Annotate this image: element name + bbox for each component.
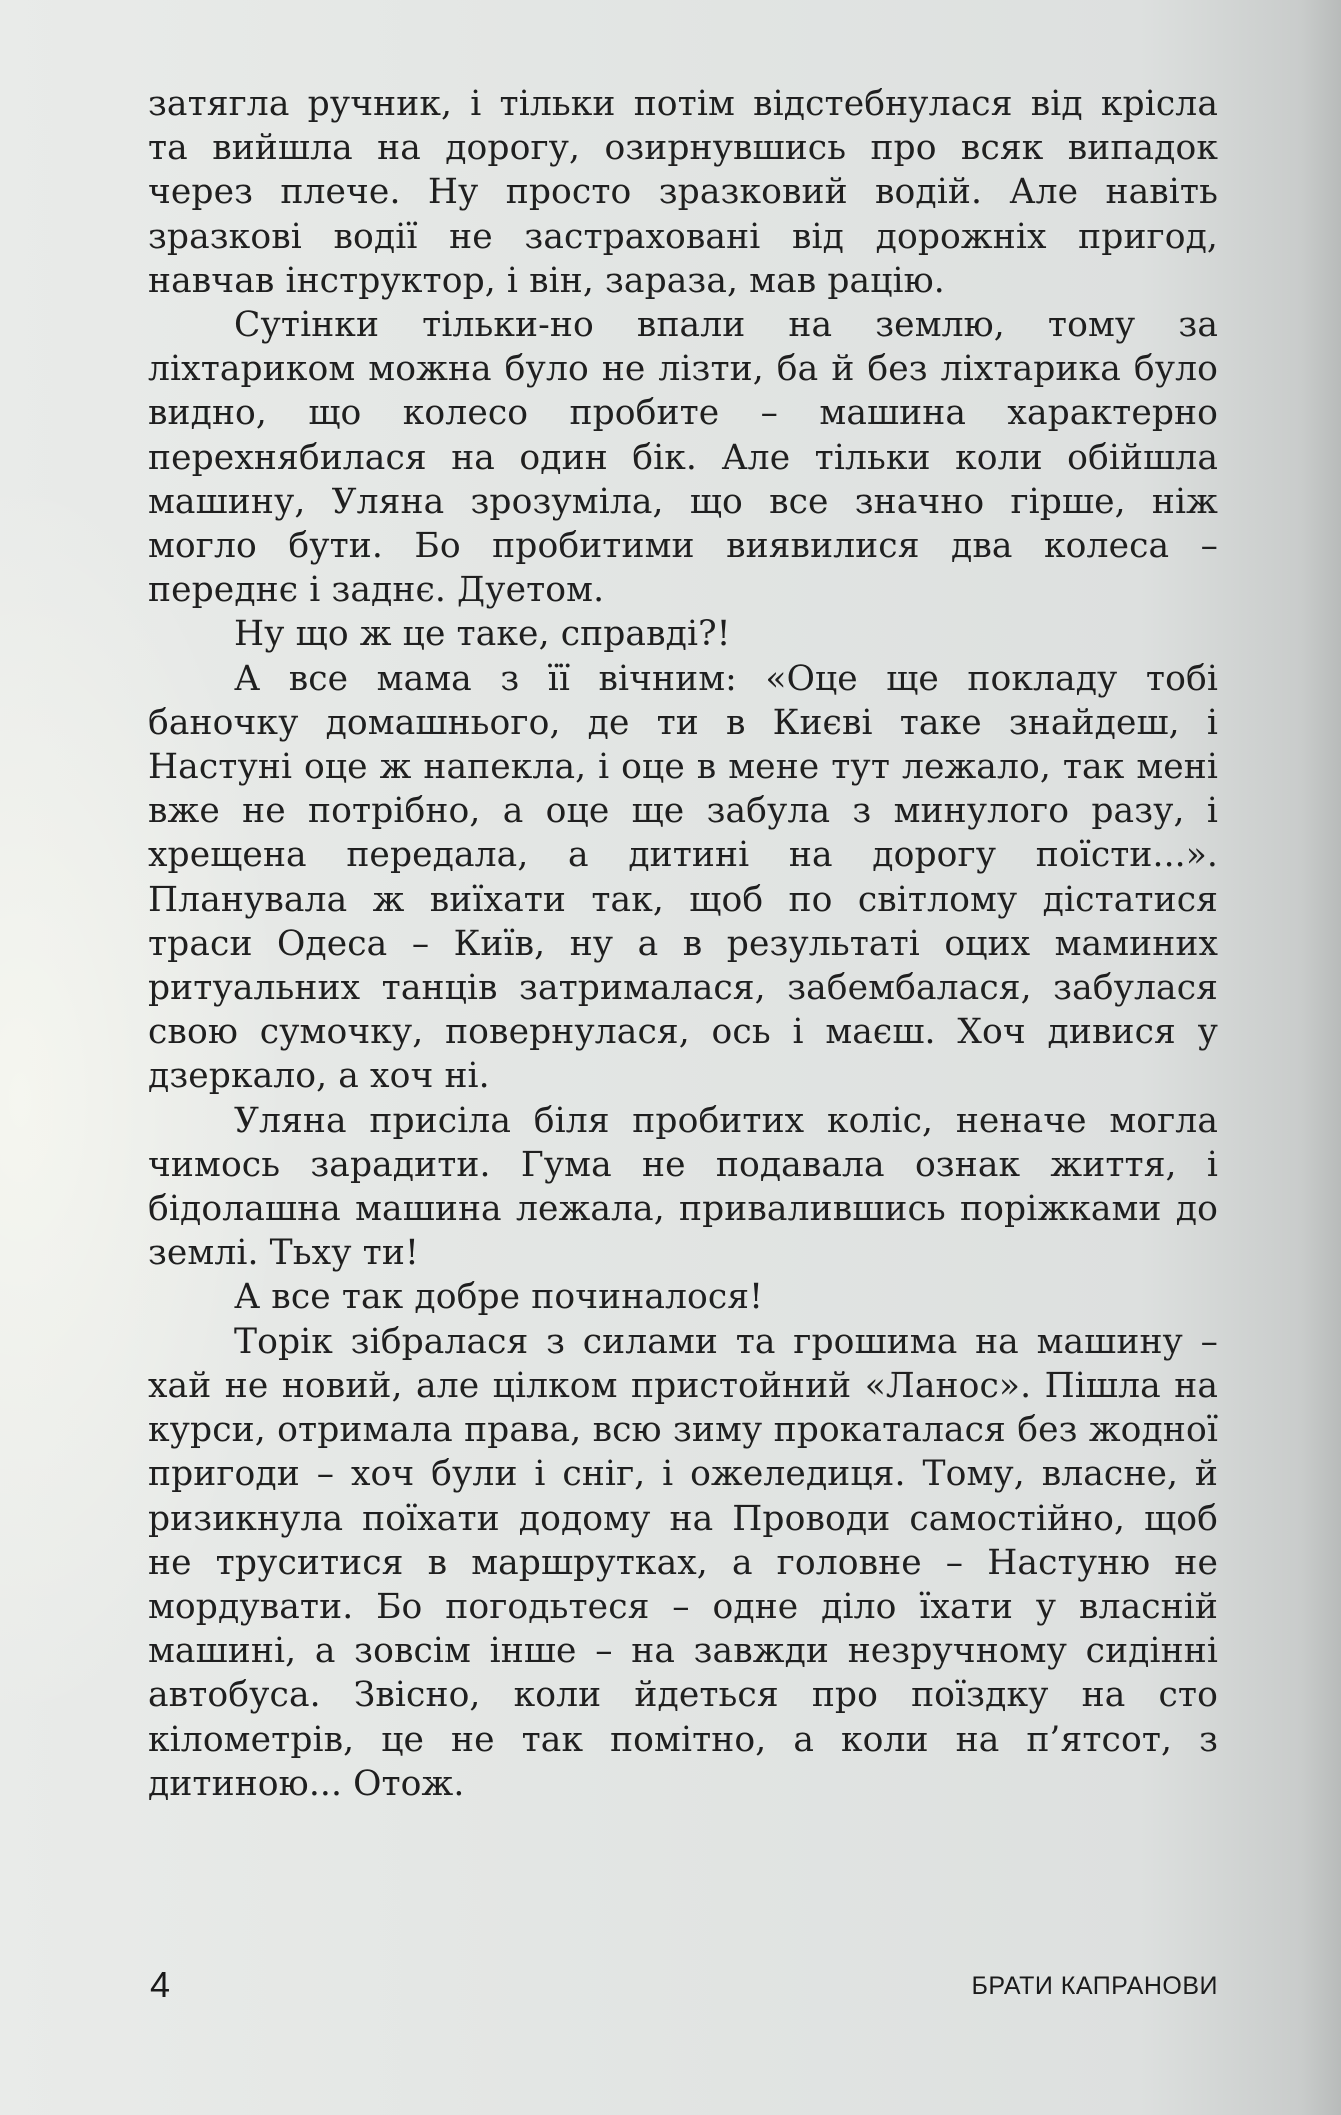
paragraph: А все мама з її вічним: «Оце ще покладу тобі баночку домашнього, де ти в Києві таке знайдеш, і Настуні оце ж напекла, і оце в мене тут лежало, так мені вже не потрібно, а оце ще забула з минулого разу, і хрещена передала, а дитині на дорогу поїсти...». Планувала ж виїхати так, щоб по світлому дістатися траси Одеса – Київ, ну а в результаті оцих маминих ритуальних танців затрималася, забембалася, забулася свою сумочку, повернулася, ось і маєш. Хоч дивися у дзеркало, а хоч ні.: [148, 658, 1218, 1097]
paragraph: А все так добре починалося!: [234, 1277, 764, 1318]
running-footer-author: БРАТИ КАПРАНОВИ: [971, 1972, 1218, 2000]
paragraph: Торік зібралася з силами та грошима на машину – хай не новий, але цілком пристойний «Ланос». Пішла на курси, отримала права, всю зиму прокаталася без жодної пригоди – хоч були і сніг, і ожеледиця. Тому, власне, й ризикнула поїхати додому на Проводи самостійно, щоб не труситися в маршрутках, а головне – Настуню не мордувати. Бо погодьтеся – одне діло їхати у власній машині, а зовсім інше – на завжди незручному сидінні автобуса. Звісно, коли йдеться про поїздку на сто кілометрів, це не так помітно, а коли на п’ятсот, з дитиною... Отож.: [148, 1321, 1218, 1804]
paragraph: Ну що ж це таке, справді?!: [234, 614, 731, 655]
paragraph: затягла ручник, і тільки потім відстебнулася від крісла та вийшла на дорогу, озирнувшись про всяк випадок через плече. Ну просто зразковий водій. Але навіть зразкові водії не застраховані від дорожніх пригод, навчав інструктор, і він, зараза, мав рацію.: [148, 84, 1218, 301]
paragraph: Уляна присіла біля пробитих коліс, неначе могла чимось зарадити. Гума не подавала ознак життя, і бідолашна машина лежала, привалившись поріжками до землі. Тьху ти!: [148, 1100, 1218, 1274]
page-number: 4: [150, 1964, 171, 2005]
paragraph: Сутінки тільки-но впали на землю, тому за ліхтариком можна було не лізти, ба й без ліхтарика було видно, що колесо пробите – машина характерно перехнябилася на один бік. Але тільки коли обійшла машину, Уляна зрозуміла, що все значно гірше, ніж могло бути. Бо пробитими виявилися два колеса – переднє і заднє. Дуетом.: [148, 305, 1218, 611]
body-text: [148, 82, 1218, 1806]
